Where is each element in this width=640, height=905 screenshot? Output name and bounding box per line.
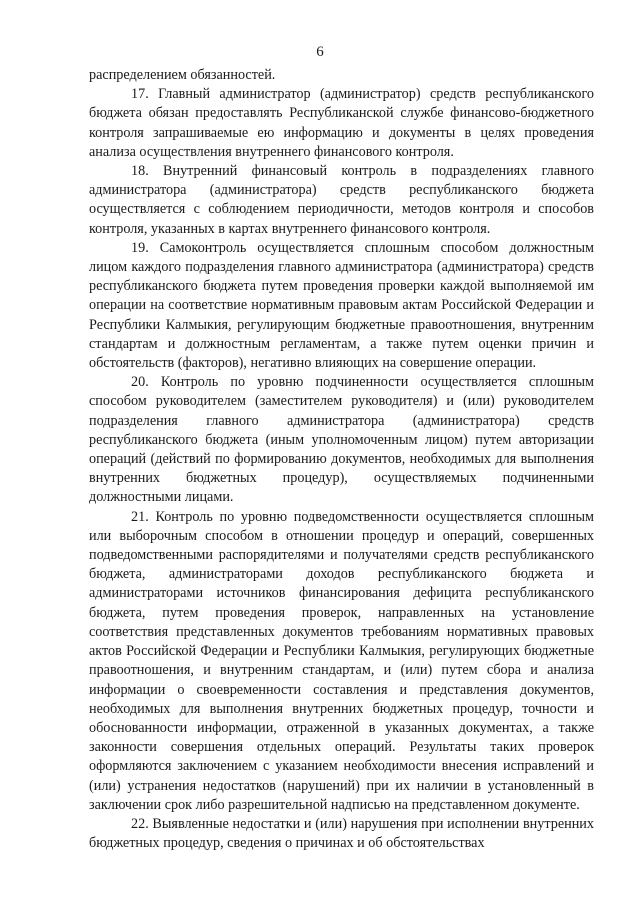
page-number: 6 [316, 44, 324, 60]
paragraph-22: 22. Выявленные недостатки и (или) нарушения при исполнении внутренних бюджетных процедур, сведения о причинах и об обстоятельствах [89, 815, 594, 852]
paragraph-17: 17. Главный администратор (администратор) средств республиканского бюджета обязан предоставлять Республиканской службе финансово-бюджетного контроля запрашиваемые ею информацию и документы в целях проведения анализа осуществления внутреннего финансового контроля. [89, 86, 594, 160]
paragraph-19: 19. Самоконтроль осуществляется сплошным способом должностным лицом каждого подразделения главного администратора (администратора) средств республиканского бюджета путем проведения проверки каждой выполняемой им операции на соответствие нормативным правовым актам Российской Федерации и Республики Калмыкия, регулирующим бюджетные правоотношения, внутренним стандартам и должностным регламентам, а также путем оценки причин и обстоятельств (факторов), негативно влияющих на совершение операции. [89, 239, 594, 372]
paragraph-21: 21. Контроль по уровню подведомственности осуществляется сплошным или выборочным способом в отношении процедур и операций, совершенных подведомственными распорядителями и получателями средств республиканского бюджета, администраторами доходов республиканского бюджета и администраторами источников финансирования дефицита республиканского бюджета, путем проведения проверок, направленных на установление соответствия представленных документов требованиям нормативных правовых актов Российской Федерации и Республики Калмыкия, регулирующих бюджетные правоотношения, и внутренним стандартам, и (или) путем сбора и анализа информации о своевременности составления и представления документов, необходимых для выполнения внутренних бюджетных процедур, точности и обоснованности информации, отраженной в указанных документах, а также законности совершения отдельных операций. Результаты таких проверок оформляются заключением с указанием необходимости внесения исправлений и (или) устранения недостатков (нарушений) при их наличии в установленный в заключении срок либо разрешительной надписью на представленном документе. [89, 508, 594, 813]
paragraph-continuation: распределением обязанностей. [89, 67, 276, 83]
document-body [89, 66, 594, 853]
paragraph-20: 20. Контроль по уровню подчиненности осуществляется сплошным способом руководителем (заместителем руководителя) и (или) руководителем подразделения главного администратора (администратора) средств республиканского бюджета (иным уполномоченным лицом) путем авторизации операций (действий по формированию документов, необходимых для выполнения внутренних бюджетных процедур), осуществляемых подчиненными должностными лицами. [89, 374, 594, 506]
paragraph-18: 18. Внутренний финансовый контроль в подразделениях главного администратора (администратора) средств республиканского бюджета осуществляется с соблюдением периодичности, методов контроля и способов контроля, указанных в картах внутреннего финансового контроля. [89, 163, 594, 237]
